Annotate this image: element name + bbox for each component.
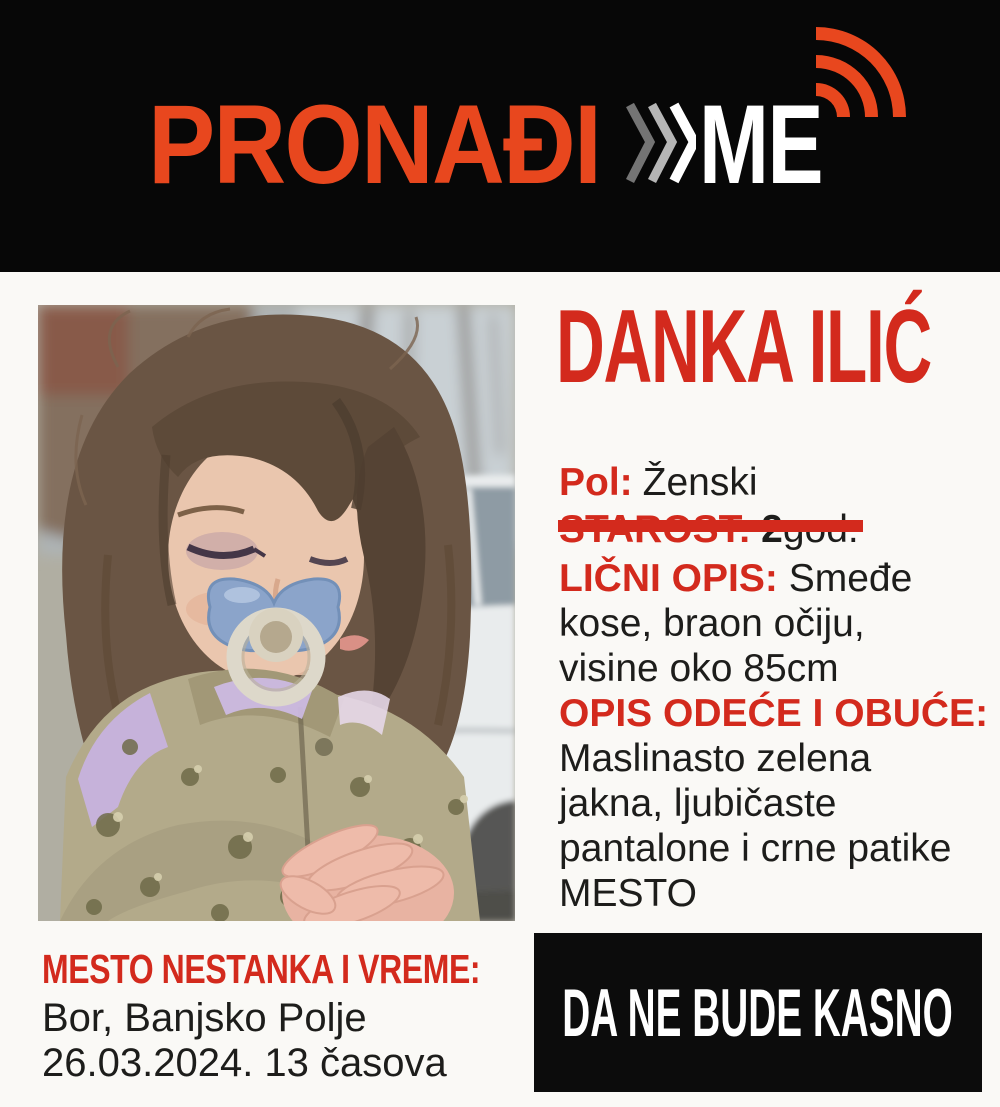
child-photo-illustration <box>38 305 515 921</box>
signal-waves-icon <box>816 25 908 117</box>
personal-description-intro: Smeđe <box>788 557 913 600</box>
location-place: Bor, Banjsko Polje <box>42 996 367 1040</box>
description-block <box>559 556 988 916</box>
sex-label: Pol: <box>559 461 633 504</box>
location-datetime: 26.03.2024. 13 časova <box>42 1041 447 1085</box>
personal-description-line: visine oko 85cm <box>559 647 839 690</box>
personal-description-label: LIČNI OPIS: <box>559 557 778 600</box>
person-name: DANKA ILIĆ <box>556 289 932 405</box>
sex-value: Ženski <box>642 461 758 504</box>
clothing-description-label: OPIS ODEĆE I OBUĆE: <box>559 692 989 735</box>
logo-text-me: ME <box>699 82 822 207</box>
sex-field <box>559 462 758 505</box>
slogan-text: DA NE BUDE KASNO <box>562 974 954 1051</box>
clothing-description-line: Maslinasto zelena <box>559 737 872 780</box>
clothing-description-line: MESTO <box>559 872 697 915</box>
personal-description-heading-line <box>559 556 988 601</box>
clothing-description-line: pantalone i crne patike <box>559 827 952 870</box>
missing-child-photo <box>38 305 515 921</box>
red-divider <box>558 520 863 532</box>
signal-arc-large <box>816 27 906 117</box>
location-label: MESTO NESTANKA I VREME: <box>42 946 481 992</box>
triple-chevron-icon <box>626 102 696 184</box>
disappearance-location-block <box>42 946 604 1086</box>
slogan-box <box>534 933 982 1092</box>
personal-description-line: kose, braon očiju, <box>559 602 865 645</box>
logo-text-pronadi: PRONAĐI <box>148 82 601 207</box>
header-banner <box>0 0 1000 272</box>
clothing-description-line: jakna, ljubičaste <box>559 782 837 825</box>
